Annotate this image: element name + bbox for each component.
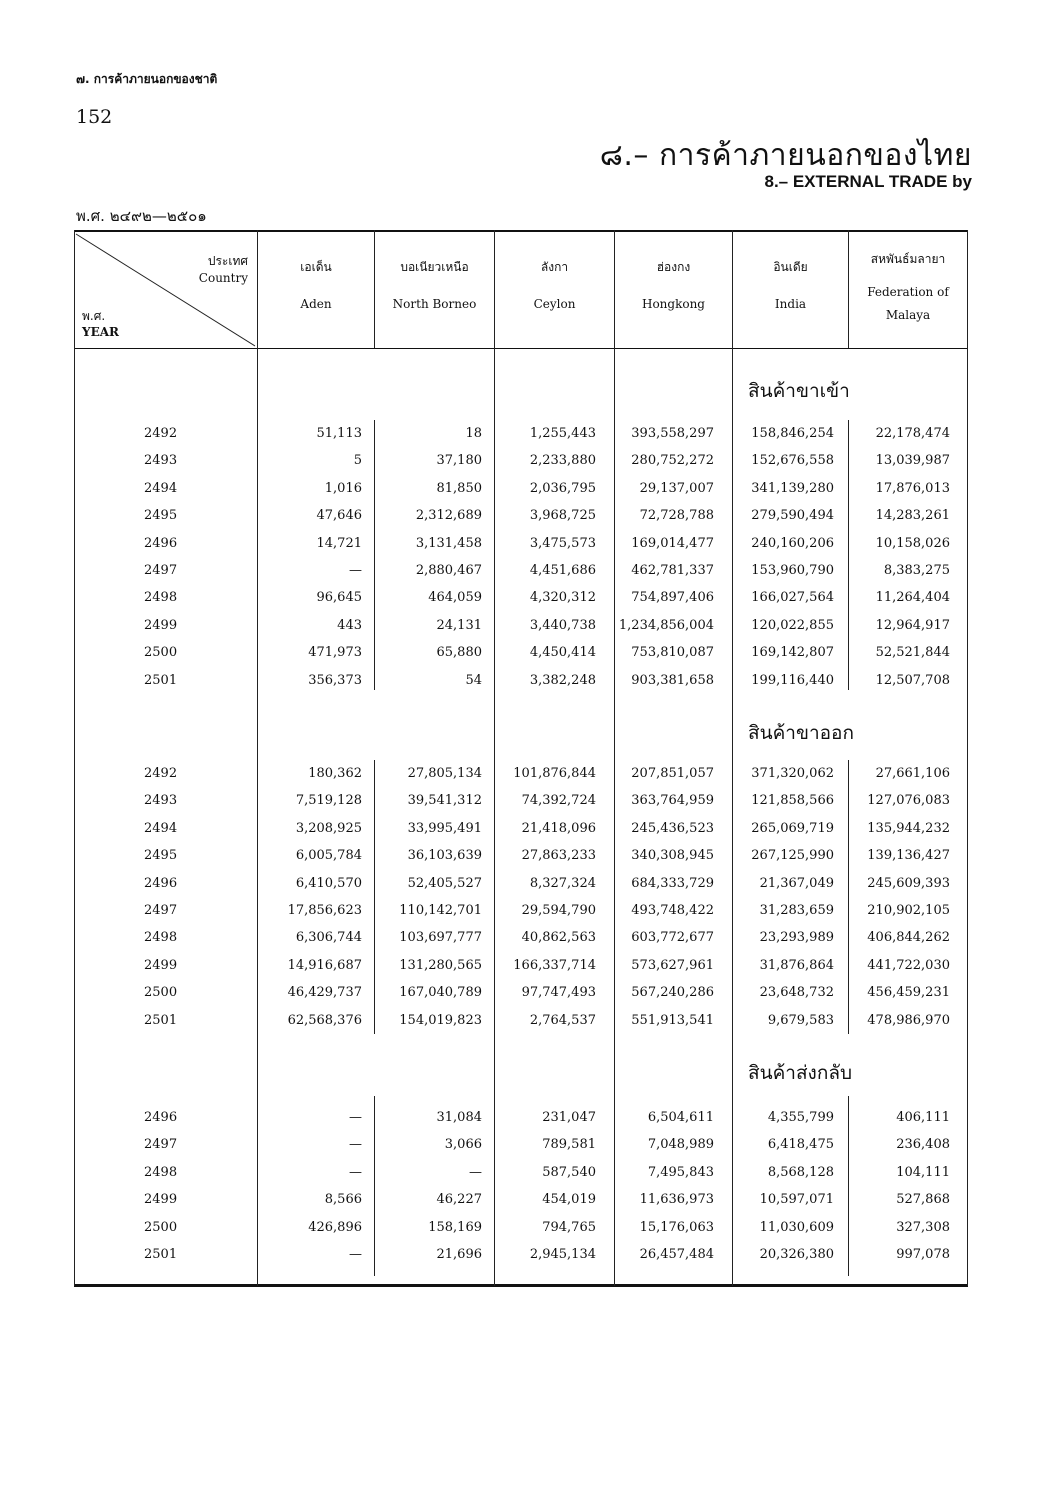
table-row [74,1013,968,1033]
table-cell: 11,636,973 [639,1192,714,1208]
table-row [74,1247,968,1267]
row-year: 2497 [144,563,178,578]
table-row [74,930,968,950]
table-row [74,958,968,978]
table-cell: 8,568,128 [767,1164,834,1180]
table-cell: 180,362 [308,766,362,781]
table-cell: 3,131,458 [415,535,482,551]
table-cell: 21,418,096 [521,820,596,836]
table-cell: 29,137,007 [639,480,714,496]
column-header-en: North Borneo [392,297,477,311]
column-header-th: สหพันธ์มลายา [870,252,946,266]
table-cell: 12,964,917 [875,617,950,633]
table-cell: 6,005,784 [295,848,362,864]
table-cell: 52,521,844 [875,645,950,661]
table-cell: 121,858,566 [751,793,834,809]
table-cell: 454,019 [542,1192,596,1208]
table-cell: 8,566 [324,1192,362,1208]
table-cell: 1,016 [324,480,362,496]
column-header-th: อินเดีย [773,260,808,274]
header-country-th: ประเทศ [207,254,248,268]
table-cell: 74,392,724 [521,793,596,809]
table-cell: 166,027,564 [751,590,834,606]
row-year: 2501 [144,1012,178,1028]
table-cell: 236,408 [896,1137,950,1153]
table-cell: 17,876,013 [875,480,950,496]
table-cell: 6,418,475 [767,1137,834,1153]
table-cell: 101,876,844 [513,766,596,781]
table-cell: 21,367,049 [759,875,834,891]
table-row [74,426,968,446]
table-cell: 4,450,414 [529,645,596,661]
table-cell: 46,227 [436,1192,482,1208]
table-cell: 327,308 [896,1219,950,1235]
table-cell: 567,240,286 [631,985,714,1001]
table-cell: 6,306,744 [295,930,362,946]
table-cell: 7,048,989 [647,1137,714,1153]
running-head: ๗. การค้าภายนอกของชาติ [76,72,218,86]
row-year: 2493 [144,793,178,809]
table-bottom-rule [74,1284,968,1287]
table-row [74,848,968,868]
table-cell: 166,337,714 [513,957,596,973]
table-cell: 29,594,790 [521,903,596,918]
table-cell: 4,451,686 [529,563,596,578]
table-cell: 46,429,737 [287,985,362,1001]
table-cell: 65,880 [436,645,482,661]
table-cell: 33,995,491 [407,820,482,836]
table-cell: 406,111 [896,1110,950,1125]
table-cell: 158,169 [428,1219,482,1235]
row-year: 2492 [144,426,178,441]
table-cell: 72,728,788 [639,508,714,524]
row-year: 2493 [144,453,178,469]
table-cell: 551,913,541 [631,1012,714,1028]
table-cell: 131,280,565 [399,957,482,973]
table-cell: 393,558,297 [631,426,714,441]
table-cell: 464,059 [428,590,482,606]
table-cell: 789,581 [542,1137,596,1153]
table-cell: 37,180 [436,453,482,469]
table-cell: 104,111 [896,1164,950,1180]
table-cell: 265,069,719 [751,820,834,836]
table-cell: 139,136,427 [867,848,950,864]
table-cell: 10,597,071 [759,1192,834,1208]
table-cell: 40,862,563 [521,930,596,946]
table-cell: 997,078 [896,1247,950,1262]
table-cell: 12,507,708 [875,672,950,688]
table-cell: 210,902,105 [867,903,950,918]
table-cell: 110,142,701 [399,903,482,918]
table-row [74,985,968,1005]
column-header-ceylon [495,260,614,312]
table-cell: 20,326,380 [759,1247,834,1262]
column-header-aden [258,260,374,312]
row-year: 2501 [144,672,178,688]
table-cell: 23,293,989 [759,930,834,946]
row-year: 2500 [144,985,178,1001]
table-cell: 17,856,623 [287,903,362,918]
column-header-north-borneo [375,260,494,312]
table-cell: 8,327,324 [529,875,596,891]
column-header-th: เอเด็น [300,260,332,274]
table-cell: 573,627,961 [631,957,714,973]
row-year: 2498 [144,930,178,946]
table-cell: 9,679,583 [767,1012,834,1028]
table-cell: 31,876,864 [759,957,834,973]
table-cell: 11,030,609 [759,1219,834,1235]
section-title-imports: สินค้าขาเข้า [748,380,850,402]
table-cell: 153,960,790 [751,563,834,578]
table-cell: 207,851,057 [631,766,714,781]
table-cell: 2,880,467 [415,563,482,578]
header-year-en: YEAR [82,325,119,340]
table-cell: 340,308,945 [631,848,714,864]
table-cell: 280,752,272 [631,453,714,469]
header-country [174,252,248,285]
table-row [74,618,968,638]
table-cell: 24,131 [436,617,482,633]
table-cell: 120,022,855 [751,617,834,633]
table-row [74,673,968,693]
section-title-re-exports: สินค้าส่งกลับ [748,1062,853,1084]
table-cell: 493,748,422 [631,903,714,918]
header-year-th: พ.ศ. [82,309,106,323]
table-cell: 4,355,799 [767,1110,834,1125]
table-cell: 2,312,689 [415,508,482,524]
table-cell: 8,383,275 [883,563,950,578]
table-cell: 52,405,527 [407,875,482,891]
table-cell: 127,076,083 [867,793,950,809]
table-cell: 754,897,406 [631,590,714,606]
table-cell: 167,040,789 [399,985,482,1001]
table-row [74,876,968,896]
table-cell: 27,661,106 [875,766,950,781]
table-cell: 14,721 [316,535,362,551]
table-row [74,508,968,528]
table-cell: 3,440,738 [529,617,596,633]
table-cell: 6,504,611 [647,1110,714,1125]
table-cell: 47,646 [316,508,362,524]
section-title-exports: สินค้าขาออก [748,722,854,744]
table-cell: 279,590,494 [751,508,834,524]
row-year: 2495 [144,508,178,524]
table-cell: 27,863,233 [521,848,596,864]
table-cell: 26,457,484 [639,1247,714,1262]
table-cell: 3,968,725 [529,508,596,524]
row-year: 2498 [144,590,178,606]
header-country-en: Country [198,271,248,285]
table-cell: 3,382,248 [529,672,596,688]
column-header-en: Ceylon [533,297,576,311]
row-year: 2500 [144,1219,178,1235]
row-year: 2501 [144,1247,178,1262]
table-row [74,481,968,501]
table-cell: 1,234,856,004 [618,617,714,633]
title-thai: ๘.– การค้าภายนอกของไทย [599,138,972,173]
table-cell: 1,255,443 [529,426,596,441]
table-cell: 7,495,843 [647,1164,714,1180]
table-cell: 363,764,959 [631,793,714,809]
table-cell: 231,047 [542,1110,596,1125]
column-header-federation-of-malaya [849,252,967,327]
row-year: 2497 [144,903,178,918]
row-year: 2499 [144,617,178,633]
row-year: 2494 [144,480,178,496]
table-cell: 15,176,063 [639,1219,714,1235]
table-cell: 14,916,687 [287,957,362,973]
table-row [74,1137,968,1157]
table-cell: 267,125,990 [751,848,834,864]
period-label: พ.ศ. ๒๔๙๒—๒๕๐๑ [76,207,207,225]
table-cell: 22,178,474 [875,426,950,441]
table-cell: 51,113 [316,426,362,441]
table-cell: 471,973 [308,645,362,661]
table-cell: 199,116,440 [751,672,834,688]
table-cell: 371,320,062 [751,766,834,781]
table-row [74,821,968,841]
table-cell: 5 [353,453,362,469]
table-cell: 21,696 [436,1247,482,1262]
table-cell: 2,764,537 [529,1012,596,1028]
table-cell: 10,158,026 [875,535,950,551]
table-cell: — [349,563,362,578]
table-cell: 6,410,570 [295,875,362,891]
table-cell: — [349,1164,362,1180]
table-cell: — [469,1164,482,1180]
row-year: 2496 [144,535,178,551]
table-cell: 27,805,134 [407,766,482,781]
table-row [74,766,968,786]
table-cell: — [349,1247,362,1262]
column-header-th: ฮ่องกง [656,260,691,274]
table-cell: 7,519,128 [295,793,362,809]
title-english: 8.– EXTERNAL TRADE by [764,172,972,191]
table-cell: 97,747,493 [521,985,596,1001]
table-cell: — [349,1137,362,1153]
column-header-india [733,260,848,312]
table-cell: 11,264,404 [875,590,950,606]
row-year: 2494 [144,820,178,836]
table-cell: 39,541,312 [407,793,482,809]
row-year: 2496 [144,875,178,891]
table-cell: 245,436,523 [631,820,714,836]
table-row [74,1165,968,1185]
row-year: 2500 [144,645,178,661]
table-cell: 753,810,087 [631,645,714,661]
table-cell: 527,868 [896,1192,950,1208]
table-cell: 341,139,280 [751,480,834,496]
table-row [74,645,968,665]
table-row [74,1110,968,1130]
table-row [74,453,968,473]
table-cell: 794,765 [542,1219,596,1235]
table-cell: 152,676,558 [751,453,834,469]
table-cell: 36,103,639 [407,848,482,864]
table-cell: 456,459,231 [867,985,950,1001]
table-cell: 23,648,732 [759,985,834,1001]
table-cell: 4,320,312 [529,590,596,606]
table-cell: 2,036,795 [529,480,596,496]
table-cell: 441,722,030 [867,957,950,973]
column-header-en: Federation of Malaya [867,285,949,322]
table-cell: 426,896 [308,1219,362,1235]
table-cell: 443 [337,617,362,633]
column-header-th: บอเนียวเหนือ [400,260,469,274]
table-row [74,793,968,813]
table-row [74,536,968,556]
table-cell: 406,844,262 [867,930,950,946]
row-year: 2498 [144,1164,178,1180]
table-cell: 154,019,823 [399,1012,482,1028]
table-cell: 240,160,206 [751,535,834,551]
row-year: 2495 [144,848,178,864]
header-bottom-rule [74,348,968,349]
table-cell: 684,333,729 [631,875,714,891]
table-cell: 13,039,987 [875,453,950,469]
table-cell: 31,084 [436,1110,482,1125]
table-cell: 462,781,337 [631,563,714,578]
table-cell: 587,540 [542,1164,596,1180]
table-cell: 3,208,925 [295,820,362,836]
table-cell: 903,381,658 [631,672,714,688]
row-year: 2492 [144,766,178,781]
page-number: 152 [76,106,113,128]
table-cell: 356,373 [308,672,362,688]
table-cell: 3,475,573 [529,535,596,551]
table-row [74,563,968,583]
table-cell: 169,014,477 [631,535,714,551]
row-year: 2497 [144,1137,178,1153]
table-cell: 31,283,659 [759,903,834,918]
column-header-hongkong [615,260,732,312]
row-year: 2499 [144,957,178,973]
table-row [74,1192,968,1212]
table-cell: 478,986,970 [867,1012,950,1028]
column-header-en: India [774,297,807,311]
table-cell: 81,850 [436,480,482,496]
table-row [74,1220,968,1240]
table-row [74,590,968,610]
table-cell: 54 [465,672,482,688]
table-cell: 158,846,254 [751,426,834,441]
table-cell: 62,568,376 [287,1012,362,1028]
row-year: 2499 [144,1192,178,1208]
table-cell: 2,945,134 [529,1247,596,1262]
header-year [82,308,119,340]
table-cell: 18 [465,426,482,441]
table-row [74,903,968,923]
trade-table [74,230,968,1288]
column-header-en: Aden [300,297,332,311]
table-cell: 169,142,807 [751,645,834,661]
table-cell: 3,066 [444,1137,482,1153]
column-header-en: Hongkong [641,297,705,311]
table-cell: 103,697,777 [399,930,482,946]
table-cell: 14,283,261 [875,508,950,524]
table-cell: 96,645 [316,590,362,606]
table-cell: — [349,1110,362,1125]
table-cell: 603,772,677 [631,930,714,946]
table-cell: 2,233,880 [529,453,596,469]
table-cell: 245,609,393 [867,875,950,891]
column-header-th: ลังกา [540,260,569,274]
row-year: 2496 [144,1110,178,1125]
table-cell: 135,944,232 [867,820,950,836]
